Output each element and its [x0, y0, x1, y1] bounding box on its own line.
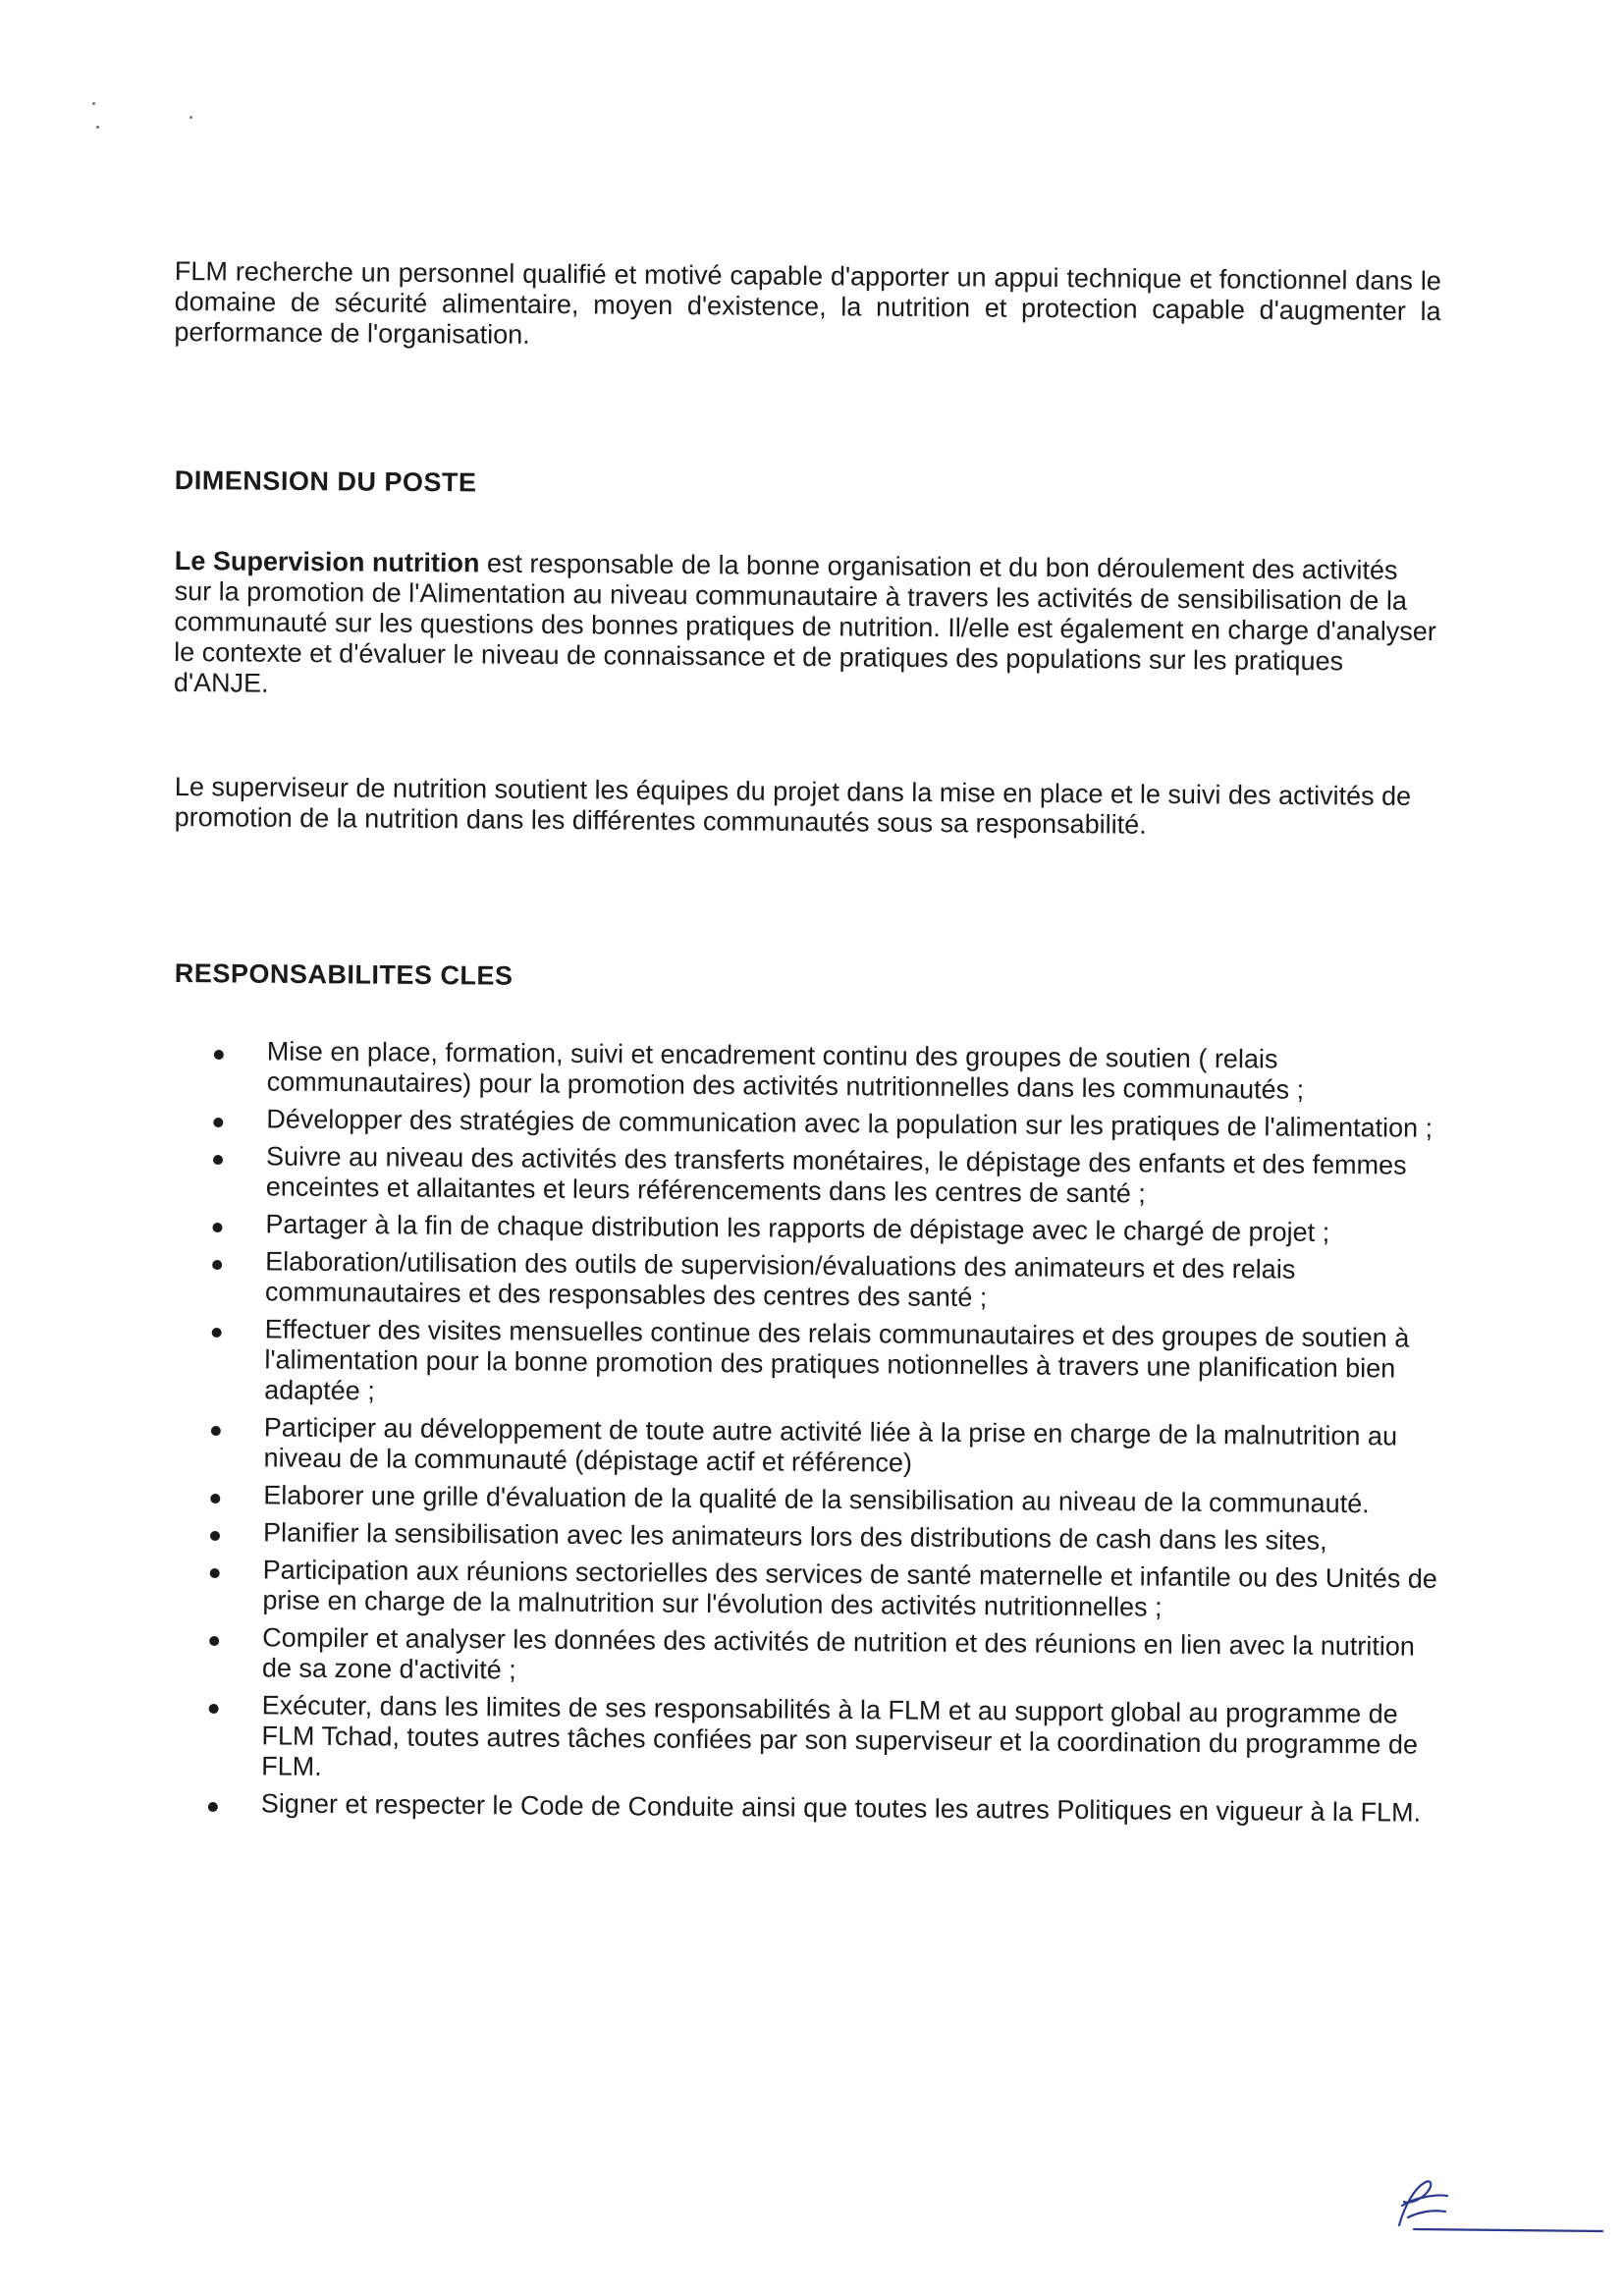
handwritten-signature — [1375, 2168, 1610, 2237]
list-item — [208, 1517, 1443, 1558]
bullet-icon — [214, 1050, 224, 1060]
list-item-text: Elaborer une grille d'évaluation de la qualité de la sensibilisation au niveau de la communauté. — [263, 1480, 1370, 1519]
list-item-text: Exécuter, dans les limites de ses responsabilités à la FLM et au support global au programme de FLM Tchad, toutes autres tâches confiées par son superviseur et la coordination du programme de FLM. — [261, 1690, 1419, 1781]
list-item-text: Participer au développement de toute autre activité liée à la prise en charge de la malnutrition au niveau de la communauté (dépistage actif et référence) — [263, 1412, 1398, 1478]
list-item — [209, 1314, 1445, 1415]
bullet-icon — [210, 1531, 220, 1541]
bullet-icon — [210, 1568, 220, 1578]
list-item — [207, 1622, 1442, 1693]
list-item-text: Signer et respecter le Code de Conduite ainsi que toutes les autres Politiques en vigueur à la FLM. — [260, 1788, 1422, 1828]
dimension-title: DIMENSION DU POSTE — [174, 465, 477, 498]
list-item-text: Participation aux réunions sectorielles des services de santé maternelle et infantile ou des Unités de prise en charge de la malnutrition sur l'évolution des activités nutritionnelles ; — [262, 1555, 1437, 1622]
list-item-text: Elaboration/utilisation des outils de supervision/évaluations des animateurs et des relais communautaires et des responsables des centres des santé ; — [264, 1246, 1296, 1313]
bullet-icon — [211, 1426, 221, 1436]
intro-paragraph: FLM recherche un personnel qualifié et motivé capable d'apporter un appui technique et fonctionnel dans le domaine de sécurité alimentaire, moyen d'existence, la nutrition et protection capable d'augmenter la performance de l'organisation. — [174, 256, 1441, 350]
bullet-icon — [213, 1155, 223, 1165]
dimension-paragraph-2: Le superviseur de nutrition soutient les équipes du projet dans la mise en place et le suivi des activités de promotion de la nutrition dans les différentes communautés sous sa responsabilité. — [174, 772, 1412, 840]
list-item-text: Mise en place, formation, suivi et encadrement continu des groupes de soutien ( relais communautaires) pour la promotion des activités nutritionnelles dans les communautés ; — [266, 1036, 1305, 1105]
list-item — [211, 1141, 1446, 1212]
bullet-icon — [209, 1636, 219, 1646]
bullet-icon — [212, 1328, 222, 1338]
bullet-icon — [209, 1704, 219, 1714]
scan-speck — [189, 116, 192, 119]
list-item — [206, 1788, 1441, 1829]
bullet-icon — [212, 1260, 222, 1270]
list-item-text: Compiler et analyser les données des activités de nutrition et des réunions en lien avec la nutrition de sa zone d'activité ; — [261, 1622, 1415, 1685]
bullet-icon — [210, 1494, 220, 1503]
list-item — [206, 1690, 1442, 1791]
list-item — [210, 1209, 1445, 1249]
signature-stroke — [1399, 2181, 1602, 2231]
responsibilities-list — [206, 1036, 1447, 1835]
bullet-icon — [213, 1118, 223, 1127]
bullet-icon — [212, 1223, 222, 1232]
list-item — [210, 1246, 1445, 1317]
scan-speck — [96, 126, 99, 129]
list-item-text: Partager à la fin de chaque distribution les rapports de dépistage avec le chargé de projet ; — [265, 1209, 1330, 1247]
list-item-text: Planifier la sensibilisation avec les animateurs lors des distributions de cash dans les sites, — [262, 1517, 1327, 1556]
dimension-paragraph-1 — [174, 546, 1441, 708]
list-item-text: Effectuer des visites mensuelles continue des relais communautaires et des groupes de soutien à l'alimentation pour la bonne promotion des pratiques notionnelles à travers une planification bien adaptée ; — [264, 1314, 1410, 1406]
responsibilities-title: RESPONSABILITES CLES — [174, 958, 514, 991]
list-item — [207, 1555, 1442, 1625]
list-item — [212, 1036, 1447, 1107]
bullet-icon — [208, 1802, 218, 1812]
scan-speck — [92, 102, 95, 105]
list-item — [208, 1480, 1443, 1520]
dimension-paragraph-1-lead: Le Supervision nutrition — [174, 546, 480, 578]
dimension-paragraph-1-body: est responsable de la bonne organisation et du bon déroulement des activités sur la promotion de l'Alimentation au niveau communautaire à travers les activités de sensibilisation de la communauté sur les questions des bonnes pratiques de nutrition. Il/elle est également en charge d'analyser le contexte et d'évaluer le niveau de connaissance et de pratiques des populations sur les pratiques d'ANJE. — [173, 548, 1436, 698]
list-item-text: Suivre au niveau des activités des transferts monétaires, le dépistage des enfants et des femmes enceintes et allaitantes et leurs référencements dans les centres de santé ; — [265, 1141, 1407, 1209]
list-item — [209, 1412, 1444, 1483]
list-item — [211, 1104, 1446, 1144]
list-item-text: Développer des stratégies de communication avec la population sur les pratiques de l'alimentation ; — [266, 1104, 1434, 1143]
